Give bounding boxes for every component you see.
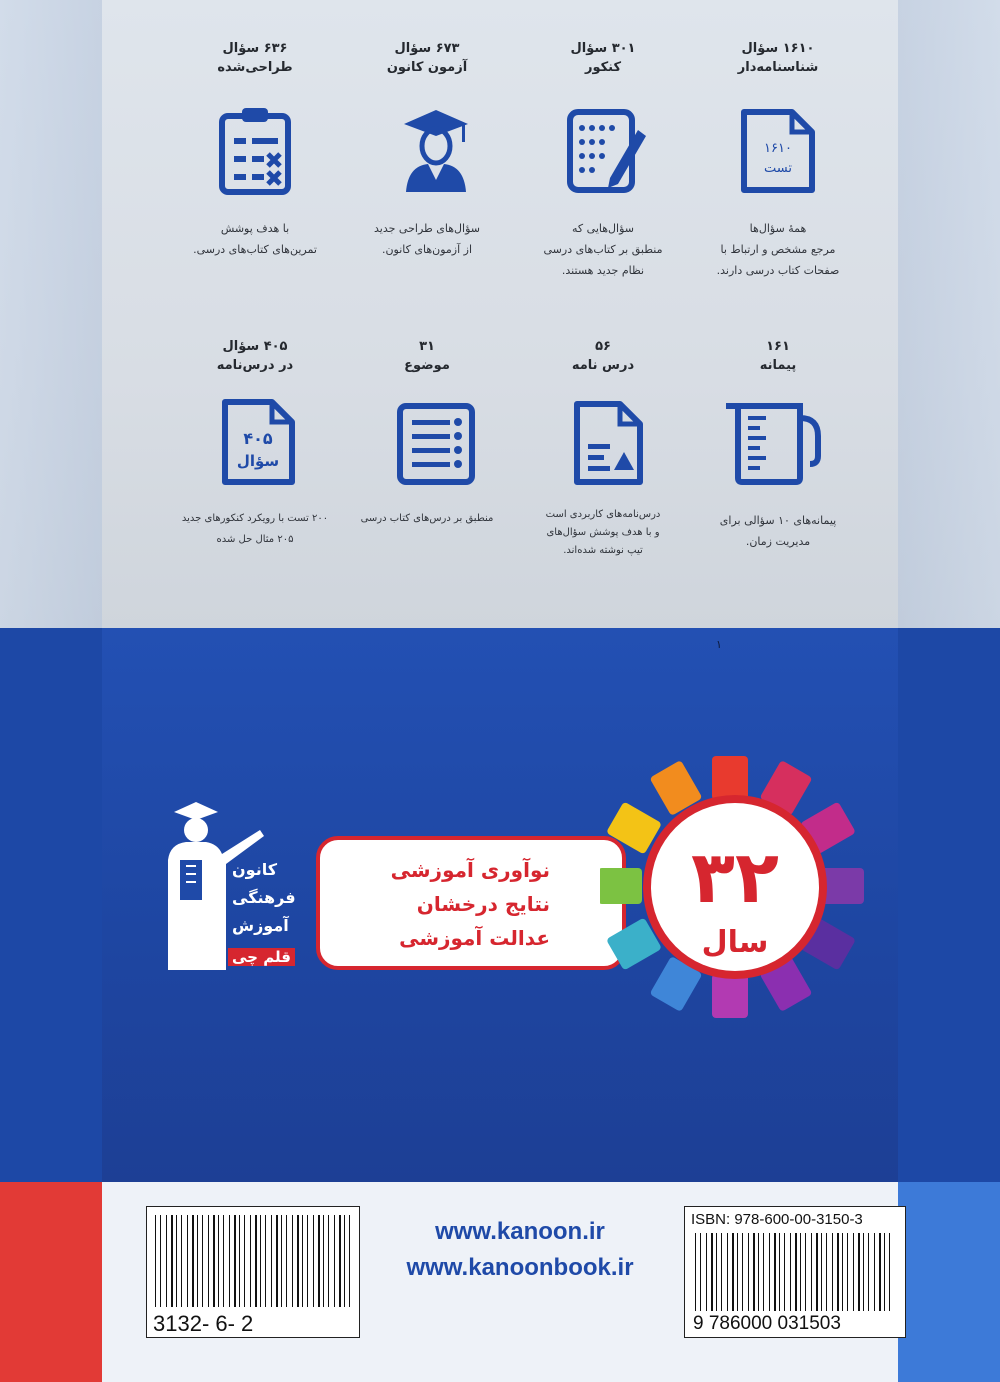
feature-title: درس نامه: [571, 358, 635, 373]
feature-title: کنکور: [584, 60, 622, 75]
barcode-bar: [811, 1233, 812, 1311]
barcode-bar: [711, 1233, 713, 1311]
barcode-bar: [318, 1215, 320, 1307]
barcode-bar: [213, 1215, 215, 1307]
isbn-label: ISBN: 978-600-00-3150-3: [691, 1211, 863, 1228]
barcode-bar: [695, 1233, 696, 1311]
feature-405-questions: [160, 338, 350, 376]
barcode-bar: [218, 1215, 219, 1307]
barcode-bar: [790, 1233, 791, 1311]
feature-count: ۳۱: [419, 339, 435, 354]
feature-description: سؤال‌های طراحی جدید از آزمون‌های کانون.: [374, 222, 480, 256]
barcode-bar: [816, 1233, 818, 1311]
measuring-cup-icon: [722, 400, 822, 486]
feature-title: در درس‌نامه: [216, 358, 294, 373]
barcode-bar: [706, 1233, 707, 1311]
anniversary-emblem: [600, 752, 870, 1022]
stray-mark: ۱: [716, 638, 722, 651]
barcode-bar: [208, 1215, 209, 1307]
website-link[interactable]: www.kanoonbook.ir: [406, 1254, 634, 1281]
barcode-bar: [181, 1215, 182, 1307]
barcode-bar: [763, 1233, 764, 1311]
barcode-bar: [176, 1215, 177, 1307]
feature-description: ۲۰۰ تست با رویکرد کنکورهای جدید ۲۰۵ مثال حل شده: [181, 513, 329, 545]
footer-red-strip: [0, 1182, 102, 1382]
barcode-bar: [334, 1215, 335, 1307]
answer-sheet-pencil-icon: [566, 108, 648, 194]
barcode-bar: [858, 1233, 860, 1311]
website-link[interactable]: www.kanoon.ir: [435, 1218, 605, 1245]
barcode-bar: [202, 1215, 203, 1307]
barcode-bar: [742, 1233, 743, 1311]
barcode-bar: [784, 1233, 785, 1311]
barcode-left: [146, 1206, 360, 1338]
svg-text:۱۶۱۰: ۱۶۱۰: [764, 141, 792, 156]
svg-text:۴۰۵: ۴۰۵: [243, 429, 273, 448]
barcode-bar: [727, 1233, 728, 1311]
feature-636-questions: [160, 40, 350, 78]
question-document-icon: [220, 398, 296, 486]
feature-count: ۳۰۱ سؤال: [570, 41, 636, 56]
feature-1610-questions: [683, 40, 873, 78]
barcode-left-number: 3132- 6- 2: [153, 1311, 254, 1336]
barcode-bar: [737, 1233, 738, 1311]
barcode-bar: [821, 1233, 822, 1311]
barcode-bar: [166, 1215, 167, 1307]
barcode-bar: [255, 1215, 257, 1307]
feature-count: ۶۷۳ سؤال: [394, 41, 460, 56]
left-strip: [0, 0, 102, 628]
barcode-bar: [265, 1215, 266, 1307]
feature-161-sets: [683, 338, 873, 376]
footer-blue-strip: [898, 1182, 1000, 1382]
feature-title: موضوع: [404, 358, 450, 373]
barcode-bar: [769, 1233, 770, 1311]
feature-count: ۶۳۶ سؤال: [222, 41, 288, 56]
topic-list-icon: [396, 402, 476, 486]
barcode-bar: [847, 1233, 848, 1311]
barcode-bar: [171, 1215, 173, 1307]
barcode-bar: [234, 1215, 236, 1307]
feature-title: آزمون کانون: [386, 60, 468, 75]
feature-title: پیمانه: [759, 358, 797, 373]
barcode-bar: [868, 1233, 869, 1311]
logo-word: آموزش: [232, 916, 289, 935]
feature-description: همهٔ سؤال‌ها مرجع مشخص و ارتباط با صفحات کتاب درسی دارند.: [716, 222, 840, 277]
barcode-bar: [753, 1233, 755, 1311]
barcode-bar: [160, 1215, 161, 1307]
test-document-icon: [738, 108, 818, 194]
barcode-bar: [328, 1215, 329, 1307]
barcode-bar: [244, 1215, 245, 1307]
barcode-bar: [748, 1233, 749, 1311]
feature-description: درس‌نامه‌های کاربردی است و با هدف پوشش سؤال‌های تیپ نوشته شده‌اند.: [545, 509, 661, 556]
barcode-bar: [197, 1215, 198, 1307]
barcode-bar: [281, 1215, 282, 1307]
barcode-bar: [874, 1233, 875, 1311]
barcode-bar: [250, 1215, 251, 1307]
barcode-bar: [339, 1215, 341, 1307]
barcode-bar: [732, 1233, 734, 1311]
isbn-digits: 9 786000 031503: [693, 1313, 841, 1334]
barcode-bar: [721, 1233, 722, 1311]
barcode-bar: [795, 1233, 797, 1311]
barcode-bar: [239, 1215, 240, 1307]
lesson-document-icon: [572, 400, 644, 486]
svg-text:سؤال: سؤال: [236, 452, 280, 470]
badge-line: عدالت آموزشی: [399, 926, 550, 950]
barcode-bar: [889, 1233, 890, 1311]
barcode-bar: [863, 1233, 864, 1311]
feature-31-topics: [332, 338, 522, 376]
logo-word: قلم چی: [228, 948, 295, 966]
barcode-bar: [286, 1215, 287, 1307]
blue-band-right-strip: [898, 628, 1000, 1182]
barcode-bar: [192, 1215, 194, 1307]
barcode-bar: [842, 1233, 843, 1311]
barcode-bar: [349, 1215, 350, 1307]
barcode-bar: [260, 1215, 261, 1307]
isbn-barcode: [684, 1206, 906, 1338]
barcode-bar: [313, 1215, 314, 1307]
barcode-bar: [774, 1233, 776, 1311]
barcode-bar: [323, 1215, 324, 1307]
feature-count: ۱۶۱: [766, 339, 790, 354]
barcode-bar: [779, 1233, 780, 1311]
svg-text:تست: تست: [764, 161, 792, 176]
barcode-bar: [837, 1233, 839, 1311]
svg-text:سال: سال: [701, 925, 769, 960]
feature-description: منطبق بر درس‌های کتاب درسی: [360, 513, 494, 524]
barcode-bar: [800, 1233, 801, 1311]
barcode-bar: [832, 1233, 833, 1311]
badge-line: نوآوری آموزشی: [390, 858, 550, 882]
feature-56-lessons: [508, 338, 698, 376]
clipboard-checklist-icon: [218, 106, 294, 196]
barcode-bar: [155, 1215, 156, 1307]
feature-title: شناسنامه‌دار: [737, 60, 819, 75]
barcode-bar: [307, 1215, 308, 1307]
feature-count: ۴۰۵ سؤال: [222, 339, 288, 354]
feature-description: با هدف پوشش تمرین‌های کتاب‌های درسی.: [193, 222, 317, 256]
barcode-bar: [271, 1215, 272, 1307]
feature-count: ۵۶: [595, 339, 611, 354]
blue-band-left-strip: [0, 628, 102, 1182]
feature-title: طراحی‌شده: [217, 60, 293, 75]
barcode-bar: [826, 1233, 827, 1311]
barcode-bar: [292, 1215, 293, 1307]
barcode-bar: [229, 1215, 230, 1307]
feature-description: پیمانه‌های ۱۰ سؤالی برای مدیریت زمان.: [719, 514, 837, 548]
logo-word: فرهنگی: [232, 888, 296, 907]
barcode-bar: [297, 1215, 299, 1307]
logo-word: کانون: [232, 860, 278, 879]
barcode-bar: [187, 1215, 188, 1307]
barcode-bar: [344, 1215, 345, 1307]
barcode-bar: [223, 1215, 224, 1307]
badge-line: نتایج درخشان: [416, 892, 550, 916]
motto-badge: [316, 836, 626, 970]
feature-description: سؤال‌هایی که منطبق بر کتاب‌های درسی نظام جدید هستند.: [543, 222, 663, 277]
barcode-bar: [716, 1233, 717, 1311]
barcode-bar: [884, 1233, 885, 1311]
feature-301-questions: [508, 40, 698, 78]
barcode-bar: [276, 1215, 278, 1307]
feature-673-questions: [332, 40, 522, 78]
barcode-bar: [853, 1233, 854, 1311]
barcode-bar: [758, 1233, 759, 1311]
barcode-bar: [302, 1215, 303, 1307]
barcode-bar: [700, 1233, 701, 1311]
right-strip: [898, 0, 1000, 628]
svg-text:۳۲: ۳۲: [691, 835, 779, 919]
graduate-icon: [398, 106, 474, 194]
feature-count: ۱۶۱۰ سؤال: [741, 41, 815, 56]
barcode-bar: [879, 1233, 881, 1311]
barcode-bar: [805, 1233, 806, 1311]
